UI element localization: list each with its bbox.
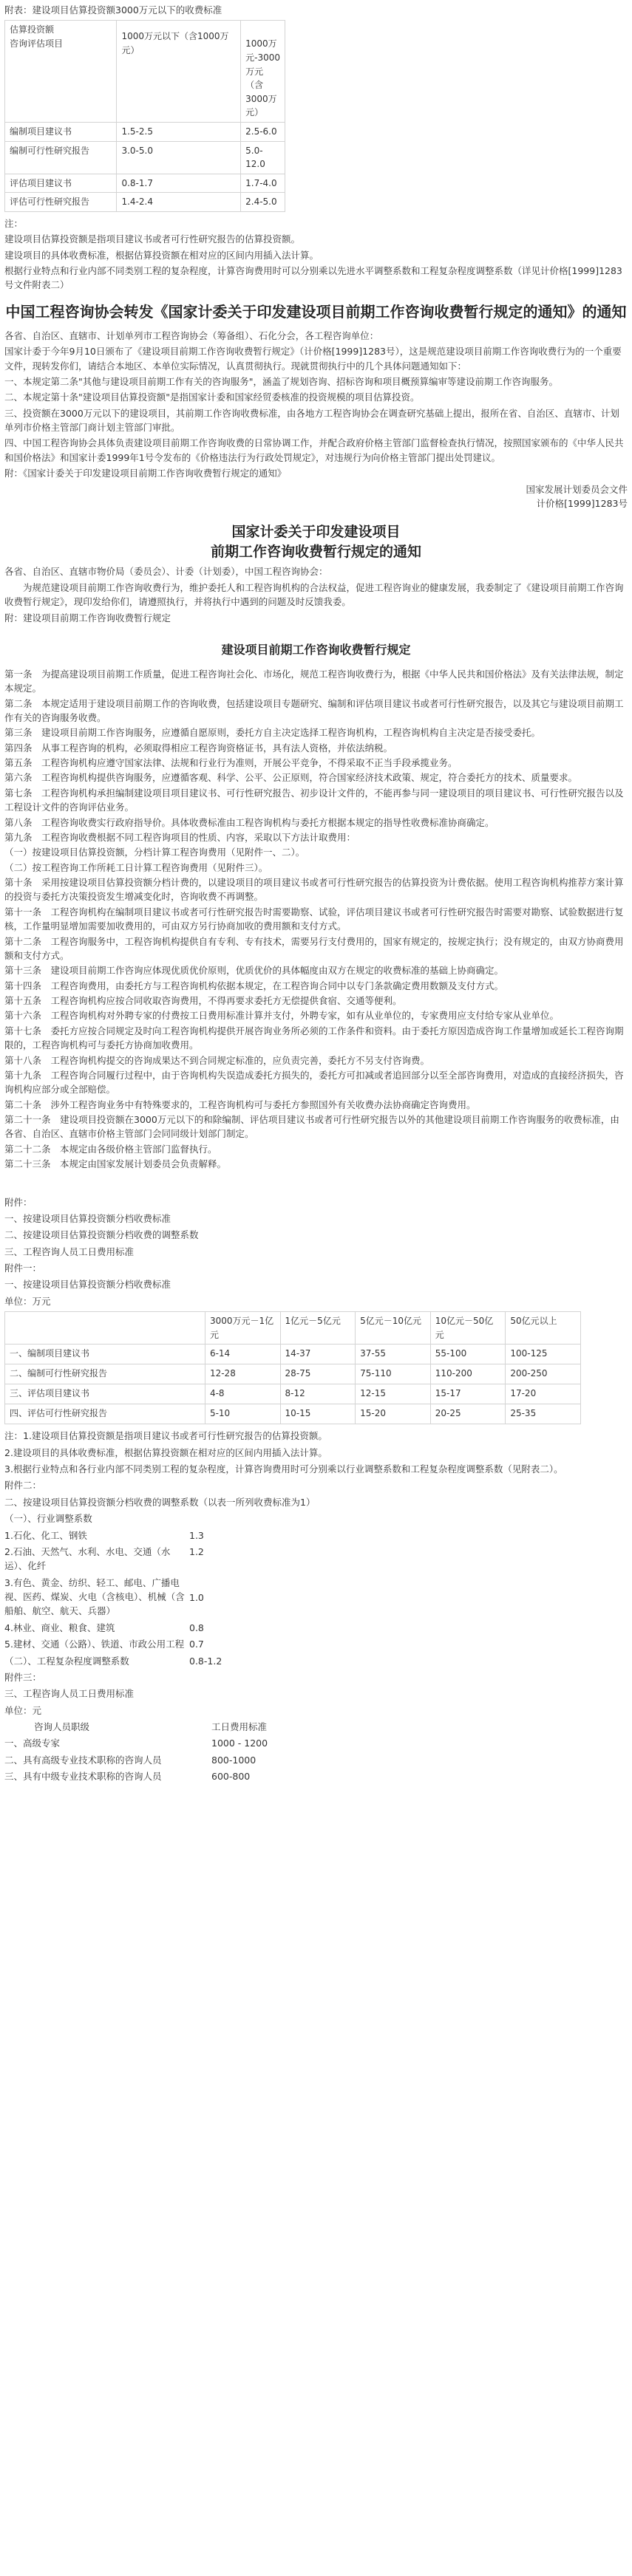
article: 第十七条 委托方应按合同规定及时向工程咨询机构提供开展咨询业务所必须的工作条件和资料。由于委托方原因造成咨询工作量增加或延长工程咨询期限的，工程咨询机构可与委托方协商加收费用。 [4, 1025, 624, 1051]
rules-articles [4, 667, 628, 1172]
daily-rate-row: 一、高级专家 1000 - 1200 [4, 1738, 268, 1749]
article: 第七条 工程咨询机构承担编制建设项目项目建议书、可行性研究报告、初步设计文件的，不能再参与同一建设项目的项目建议书、可行性研究报告以及工程设计文件的咨询评估业务。 [4, 787, 624, 813]
att3-unit: 单位：元 [4, 1704, 42, 1716]
att2-title: 二、按建设项目估算投资额分档收费的调整系数（以表一所列收费标准为1） [4, 1496, 316, 1508]
att1-title: 一、按建设项目估算投资额分档收费标准 [4, 1279, 171, 1291]
table-row: 编制项目建议书 1.5-2.5 2.5-6.0 [5, 122, 285, 141]
commission-title: 国家计委关于印发建设项目 前期工作咨询收费暂行规定的通知 [210, 524, 421, 560]
att1-label: 附件一： [4, 1263, 42, 1274]
daily-rate-header: 咨询人员职级 工日费用标准 [34, 1721, 268, 1733]
commission-attachment: 附：建设项目前期工作咨询收费暂行规定 [4, 612, 171, 623]
table-header-row: 3000万元－1亿元 1亿元－5亿元 5亿元－10亿元 10亿元－50亿元 50亿元以上 [5, 1312, 581, 1345]
notice-paragraph: 一、本规定第二条"其他与建设项目前期工作有关的咨询服务"，涵盖了规划咨询、招标咨询和项目概预算编审等建设前期工作咨询服务。 [4, 375, 559, 387]
article: 第十一条 工程咨询机构在编制项目建议书或者可行性研究报告时需要勘察、试验，评估项目建议书或者可行性研究报告时需要对勘察、试验数据进行复核，工作量明显增加需要加收费用的，可由双方另行协商加收的费用额和支付方式。 [4, 906, 624, 932]
article: 第十三条 建设项目前期工作咨询应体现优质优价原则，优质优价的具体幅度由双方在规定的收费标准的基础上协商确定。 [4, 965, 504, 977]
att2-label: 附件二： [4, 1480, 42, 1492]
article: 第九条 工程咨询收费根据不同工程咨询项目的性质、内容，采取以下方法计取费用： [4, 831, 356, 843]
article: 第十五条 工程咨询机构应按合同收取咨询费用，不得再要求委托方无偿提供食宿、交通等便利。 [4, 995, 402, 1007]
notice-title: 中国工程咨询协会转发《国家计委关于印发建设项目前期工作咨询收费暂行规定的通知》的通知 [5, 302, 627, 321]
article: 第一条 为提高建设项目前期工作质量，促进工程咨询社会化、市场化，规范工程咨询收费行为，根据《中华人民共和国价格法》及有关法律法规，制定本规定。 [4, 668, 624, 694]
coefficient-row: 3.有色、黄金、纺织、轻工、邮电、广播电视、医药、煤炭、火电（含核电）、机械（含船舶、航空、航天、兵器） 1.0 [4, 1576, 204, 1617]
notice-paragraph: 三、投资额在3000万元以下的建设项目，其前期工作咨询收费标准，由各地方工程咨询协会在调查研究基础上提出，报所在省、自治区、直辖市、计划单列市价格主管部门商计划主管部门审批。 [4, 407, 619, 434]
notice-issuer: 国家发展计划委员会文件 [526, 483, 628, 495]
small-project-fee-table [4, 20, 285, 212]
table-notes: 注： 建设项目估算投资额是指项目建议书或者可行性研究报告的估算投资额。 建设项目的具体收费标准，根据估算投资额在相对应的区间内用插入法计算。 根据行业特点和行业内部不同类别工程的复杂程度，计算咨询费用时可以分别乘以先进水平调整系数和工程复杂程度调整系数（详见计价格[1999]1283号文件附表二） [4, 217, 622, 291]
coefficient-row: 5.建材、交通（公路）、铁道、市政公用工程 0.7 [4, 1639, 204, 1650]
article: 第二十条 涉外工程咨询业务中有特殊要求的，工程咨询机构可与委托方参照国外有关收费办法协商确定咨询费用。 [4, 1099, 476, 1110]
article: 第十二条 工程咨询服务中，工程咨询机构提供自有专利、专有技术，需要另行支付费用的，国家有规定的，按规定执行；没有规定的，由双方协商费用额和支付方式。 [4, 935, 624, 961]
notice-attachment-link: 附：《国家计委关于印发建设项目前期工作咨询收费暂行规定的通知》 [4, 468, 287, 479]
coefficient-row: 1.石化、化工、钢铁 1.3 [4, 1529, 204, 1541]
notice-salutation: 各省、自治区、直辖市、计划单列市工程咨询协会（筹备组）、石化分会，各工程咨询单位： [4, 329, 379, 341]
table-corner-cell: 估算投资额 咨询评估项目 [5, 21, 117, 123]
table-row: 三、评估项目建议书 4-8 8-12 12-15 15-17 17-20 [5, 1384, 581, 1404]
article: 第二十三条 本规定由国家发展计划委员会负责解释。 [4, 1158, 227, 1170]
article: 第四条 从事工程咨询的机构，必须取得相应工程咨询资格证书，具有法人资格，并依法纳税。 [4, 742, 393, 754]
article: 第十九条 工程咨询合同履行过程中，由于咨询机构失误造成委托方损失的，委托方可扣减或者追回部分以至全部咨询费用，对造成的直接经济损失，咨询机构应部分或全部赔偿。 [4, 1069, 624, 1096]
notice-paragraph: 国家计委于今年9月10日颁布了《建设项目前期工作咨询收费暂行规定》（计价格[1999]1283号），这是规范建设项目前期工作咨询收费行为的一个重要文件，现转发你们，请结合本地区、本单位实际情况，认真贯彻执行。现就贯彻执行中的几个具体问题通知如下： [4, 346, 622, 372]
att2-section: （一）、行业调整系数 [4, 1513, 92, 1525]
article: 第三条 建设项目前期工作咨询服务，应遵循自愿原则，委托方自主决定选择工程咨询机构，工程咨询机构自主决定是否接受委托。 [4, 727, 541, 739]
notice-paragraph: 二、本规定第十条"建设项目估算投资额"是指国家计委和国家经贸委核准的投资规模的项目估算投资。 [4, 392, 420, 403]
table-row: 一、编制项目建议书 6-14 14-37 37-55 55-100 100-125 [5, 1345, 581, 1364]
article: （二）按工程咨询工作所耗工日计算工程咨询费用（见附件三）。 [4, 861, 268, 873]
attachment-item: 二、按建设项目估算投资额分档收费的调整系数 [4, 1229, 199, 1241]
article: 第十条 采用按建设项目估算投资额分档计费的，以建设项目的项目建议书或者可行性研究报告的估算投资为计费依据。使用工程咨询机构推荐方案计算的投资与委托方决策投资发生增减变化时，咨询收费不再调整。 [4, 877, 624, 903]
att1-unit: 单位：万元 [4, 1295, 51, 1307]
attachments-heading: 附件： [4, 1196, 33, 1208]
table-row: 评估可行性研究报告 1.4-2.4 2.4-5.0 [5, 193, 285, 212]
att1-note: 3.根据行业特点和各行业内部不同类别工程的复杂程度，计算咨询费用时可分别乘以行业调整系数和工程复杂程度调整系数（见附表二）。 [4, 1463, 563, 1475]
att1-note: 2.建设项目的具体收费标准，根据估算投资额在相对应的区间内用插入法计算。 [4, 1446, 327, 1458]
article: 第十六条 工程咨询机构对外聘专家的付费按工日费用标准计算并支付，外聘专家，如有从业单位的，专家费用应支付给专家从业单位。 [4, 1010, 560, 1022]
daily-rate-row: 二、具有高级专业技术职称的咨询人员 800-1000 [4, 1754, 256, 1766]
article: 第五条 工程咨询机构应遵守国家法律、法规和行业行为准则，开展公平竞争，不得采取不正当手段承揽业务。 [4, 757, 458, 769]
article: 第八条 工程咨询收费实行政府指导价。具体收费标准由工程咨询机构与委托方根据本规定的指导性收费标准协商确定。 [4, 816, 495, 828]
commission-salutation: 各省、自治区、直辖市物价局（委员会）、计委（计划委），中国工程咨询协会： [4, 566, 328, 578]
commission-body: 为规范建设项目前期工作咨询收费行为，维护委托人和工程咨询机构的合法权益，促进工程咨询业的健康发展，我委制定了《建设项目前期工作咨询收费暂行规定》，现印发给你们，请遵照执行，并将执行中遇到的问题及时反馈我委。 [4, 581, 624, 608]
table-row: 评估项目建议书 0.8-1.7 1.7-4.0 [5, 174, 285, 193]
table-row: 编制可行性研究报告 3.0-5.0 5.0-12.0 [5, 141, 285, 174]
article: （一）按建设项目估算投资额，分档计算工程咨询费用（见附件一、二）。 [4, 847, 305, 858]
table-header-cell: 1000万元以下（含1000万元） [117, 21, 241, 123]
article: 第二十一条 建设项目投资额在3000万元以下的和除编制、评估项目建议书或者可行性研究报告以外的其他建设项目前期工作咨询服务的收费标准，由各省、自治区、直辖市价格主管部门会同同级计划部门制定。 [4, 1114, 619, 1140]
attachment-item: 一、按建设项目估算投资额分档收费标准 [4, 1212, 171, 1224]
table-row: 二、编制可行性研究报告 12-28 28-75 75-110 110-200 200-250 [5, 1364, 581, 1384]
rules-title: 建设项目前期工作咨询收费暂行规定 [221, 642, 411, 657]
att3-title: 三、工程咨询人员工日费用标准 [4, 1688, 135, 1700]
coefficient-row: （二）、工程复杂程度调整系数 0.8-1.2 [4, 1655, 222, 1667]
table-header-row [5, 21, 285, 123]
article: 第十四条 工程咨询费用，由委托方与工程咨询机构依据本规定，在工程咨询合同中以专门条款确定费用数额及支付方式。 [4, 980, 504, 991]
article: 第六条 工程咨询机构提供咨询服务，应遵循客观、科学、公平、公正原则，符合国家经济技术政策、规定，符合委托方的技术、质量要求。 [4, 772, 578, 784]
article: 第二十二条 本规定由各级价格主管部门监督执行。 [4, 1143, 217, 1155]
coefficient-row: 2.石油、天然气、水利、水电、交通（水运）、化纤 1.2 [4, 1545, 204, 1572]
table-header-cell: 1000万元-3000万元（含3000万元） [241, 21, 285, 123]
attachment-item: 三、工程咨询人员工日费用标准 [4, 1246, 135, 1257]
top-note: 附表：建设项目估算投资额3000万元以下的收费标准 [4, 4, 222, 16]
table-row: 四、评估可行性研究报告 5-10 10-15 15-20 20-25 25-35 [5, 1404, 581, 1424]
att1-note: 注：1.建设项目估算投资额是指项目建议书或者可行性研究报告的估算投资额。 [4, 1430, 327, 1442]
article: 第二条 本规定适用于建设项目前期工作的咨询收费，包括建设项目专题研究、编制和评估项目建议书或者可行性研究报告，以及其它与建设项目前期工作有关的咨询服务收费。 [4, 697, 624, 723]
coefficient-row: 4.林业、商业、粮食、建筑 0.8 [4, 1622, 204, 1633]
att3-label: 附件三： [4, 1671, 42, 1683]
daily-rate-row: 三、具有中级专业技术职称的咨询人员 600-800 [4, 1771, 251, 1783]
article: 第十八条 工程咨询机构提交的咨询成果达不到合同规定标准的，应负责完善，委托方不另支付咨询费。 [4, 1054, 430, 1066]
notice-doc-number: 计价格[1999]1283号 [536, 497, 628, 509]
fee-schedule-table [4, 1311, 581, 1424]
notice-paragraph: 四、中国工程咨询协会具体负责建设项目前期工作咨询收费的日常协调工作，并配合政府价格主管部门监督检查执行情况，按照国家颁布的《中华人民共和国价格法》和国家计委1999年1号令发布的《价格违法行为行政处罚规定》，对违规行为向价格主管部门提出处罚建议。 [4, 437, 624, 463]
